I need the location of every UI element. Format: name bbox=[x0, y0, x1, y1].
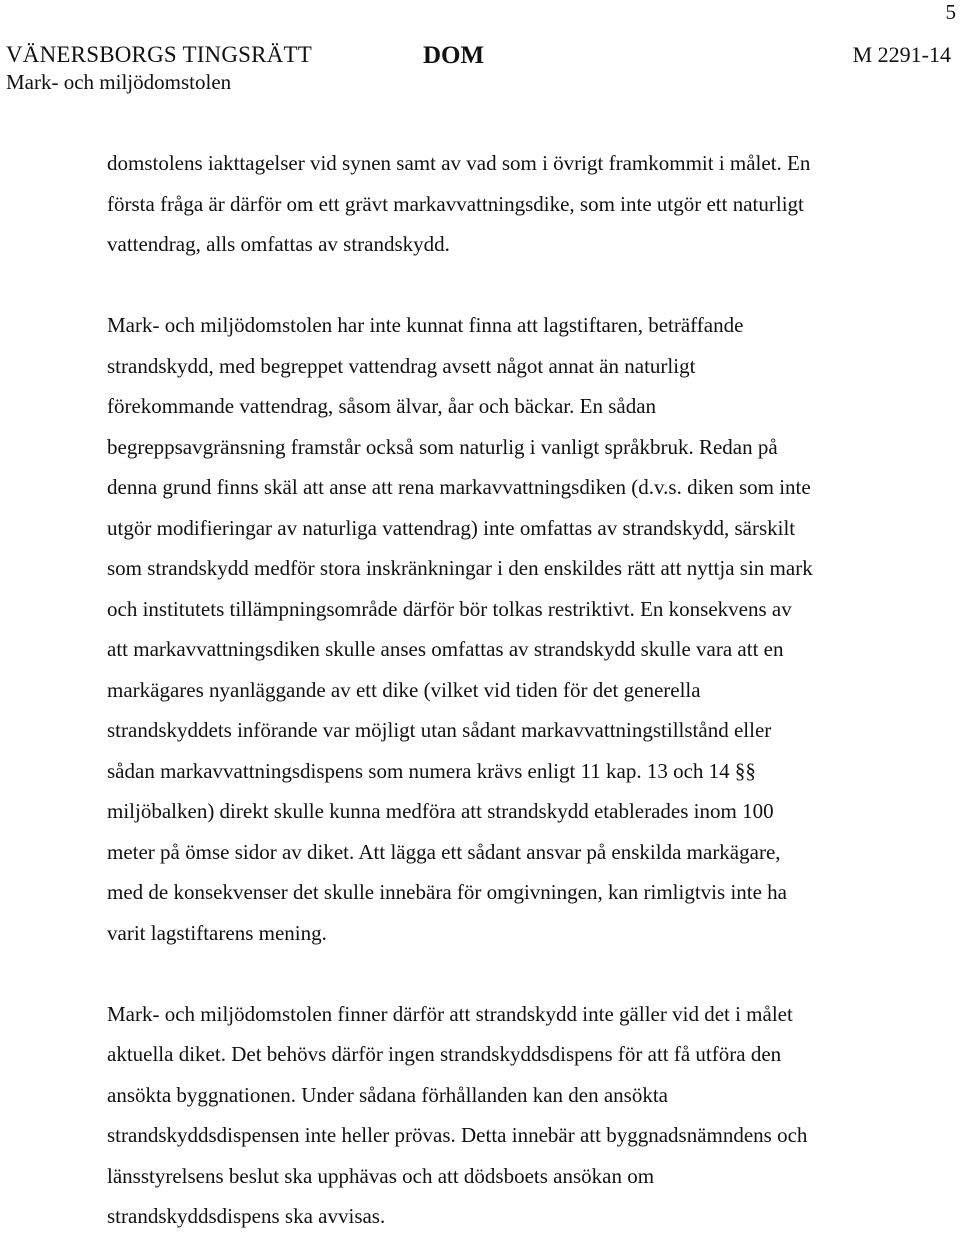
text-line: och institutets tillämpningsområde därför bör tolkas restriktivt. En konsekvens av bbox=[107, 596, 792, 621]
text-line: strandskyddsdispens ska avvisas. bbox=[107, 1204, 386, 1228]
text-line: med de konsekvenser det skulle innebära för omgivningen, kan rimligtvis inte ha bbox=[107, 880, 787, 904]
paragraph-1 bbox=[107, 143, 907, 265]
text-line: denna grund finns skäl att anse att rena markavvattningsdiken (d.v.s. diken som inte bbox=[107, 475, 811, 499]
case-number: M 2291-14 bbox=[852, 42, 951, 67]
text-line: varit lagstiftarens mening. bbox=[107, 920, 327, 945]
text-line: strandskyddsdispensen inte heller prövas. Detta innebär att byggnadsnämndens och bbox=[107, 1123, 808, 1147]
text-line: Mark- och miljödomstolen finner därför att strandskydd inte gäller vid det i målet bbox=[107, 1001, 793, 1026]
text-line: markägares nyanläggande av ett dike (vilket vid tiden för det generella bbox=[107, 677, 701, 702]
paragraph-3 bbox=[107, 994, 907, 1237]
text-line: Mark- och miljödomstolen har inte kunnat finna att lagstiftaren, beträffande bbox=[107, 313, 744, 337]
text-line: begreppsavgränsning framstår också som naturlig i vanligt språkbruk. Redan på bbox=[107, 434, 778, 459]
text-line: strandskyddets införande var möjligt utan sådant markavvattningstillstånd eller bbox=[107, 718, 772, 742]
text-line: första fråga är därför om ett grävt markavvattningsdike, som inte utgör ett naturligt bbox=[107, 191, 804, 216]
text-line: som strandskydd medför stora inskränkningar i den enskildes rätt att nyttja sin mark bbox=[107, 556, 813, 580]
page-number: 5 bbox=[945, 0, 956, 24]
text-line: länsstyrelsens beslut ska upphävas och att dödsboets ansökan om bbox=[107, 1163, 655, 1188]
text-line: miljöbalken) direkt skulle kunna medföra att strandskydd etablerades inom 100 bbox=[107, 799, 774, 823]
court-name: VÄNERSBORGS TINGSRÄTT bbox=[6, 42, 313, 67]
text-line: utgör modifieringar av naturliga vattendrag) inte omfattas av strandskydd, särskilt bbox=[107, 515, 796, 540]
text-line: domstolens iakttagelser vid synen samt av vad som i övrigt framkommit i målet. En bbox=[107, 151, 811, 175]
document-type: DOM bbox=[423, 42, 485, 69]
text-line: förekommande vattendrag, såsom älvar, åar och bäckar. En sådan bbox=[107, 394, 657, 418]
document-body bbox=[107, 143, 907, 1237]
text-line: sådan markavvattningsdispens som numera krävs enligt 11 kap. 13 och 14 §§ bbox=[107, 758, 756, 783]
text-line: ansökta byggnationen. Under sådana förhållanden kan den ansökta bbox=[107, 1082, 668, 1107]
text-line: strandskydd, med begreppet vattendrag avsett något annat än naturligt bbox=[107, 353, 696, 378]
text-line: att markavvattningsdiken skulle anses omfattas av strandskydd skulle vara att en bbox=[107, 637, 784, 661]
text-line: vattendrag, alls omfattas av strandskydd. bbox=[107, 232, 450, 256]
text-line: aktuella diket. Det behövs därför ingen strandskyddsdispens för att få utföra den bbox=[107, 1042, 782, 1066]
text-line: meter på ömse sidor av diket. Att lägga ett sådant ansvar på enskilda markägare, bbox=[107, 839, 781, 864]
court-department: Mark- och miljödomstolen bbox=[6, 70, 232, 94]
paragraph-2 bbox=[107, 305, 907, 953]
document-header bbox=[6, 41, 951, 101]
